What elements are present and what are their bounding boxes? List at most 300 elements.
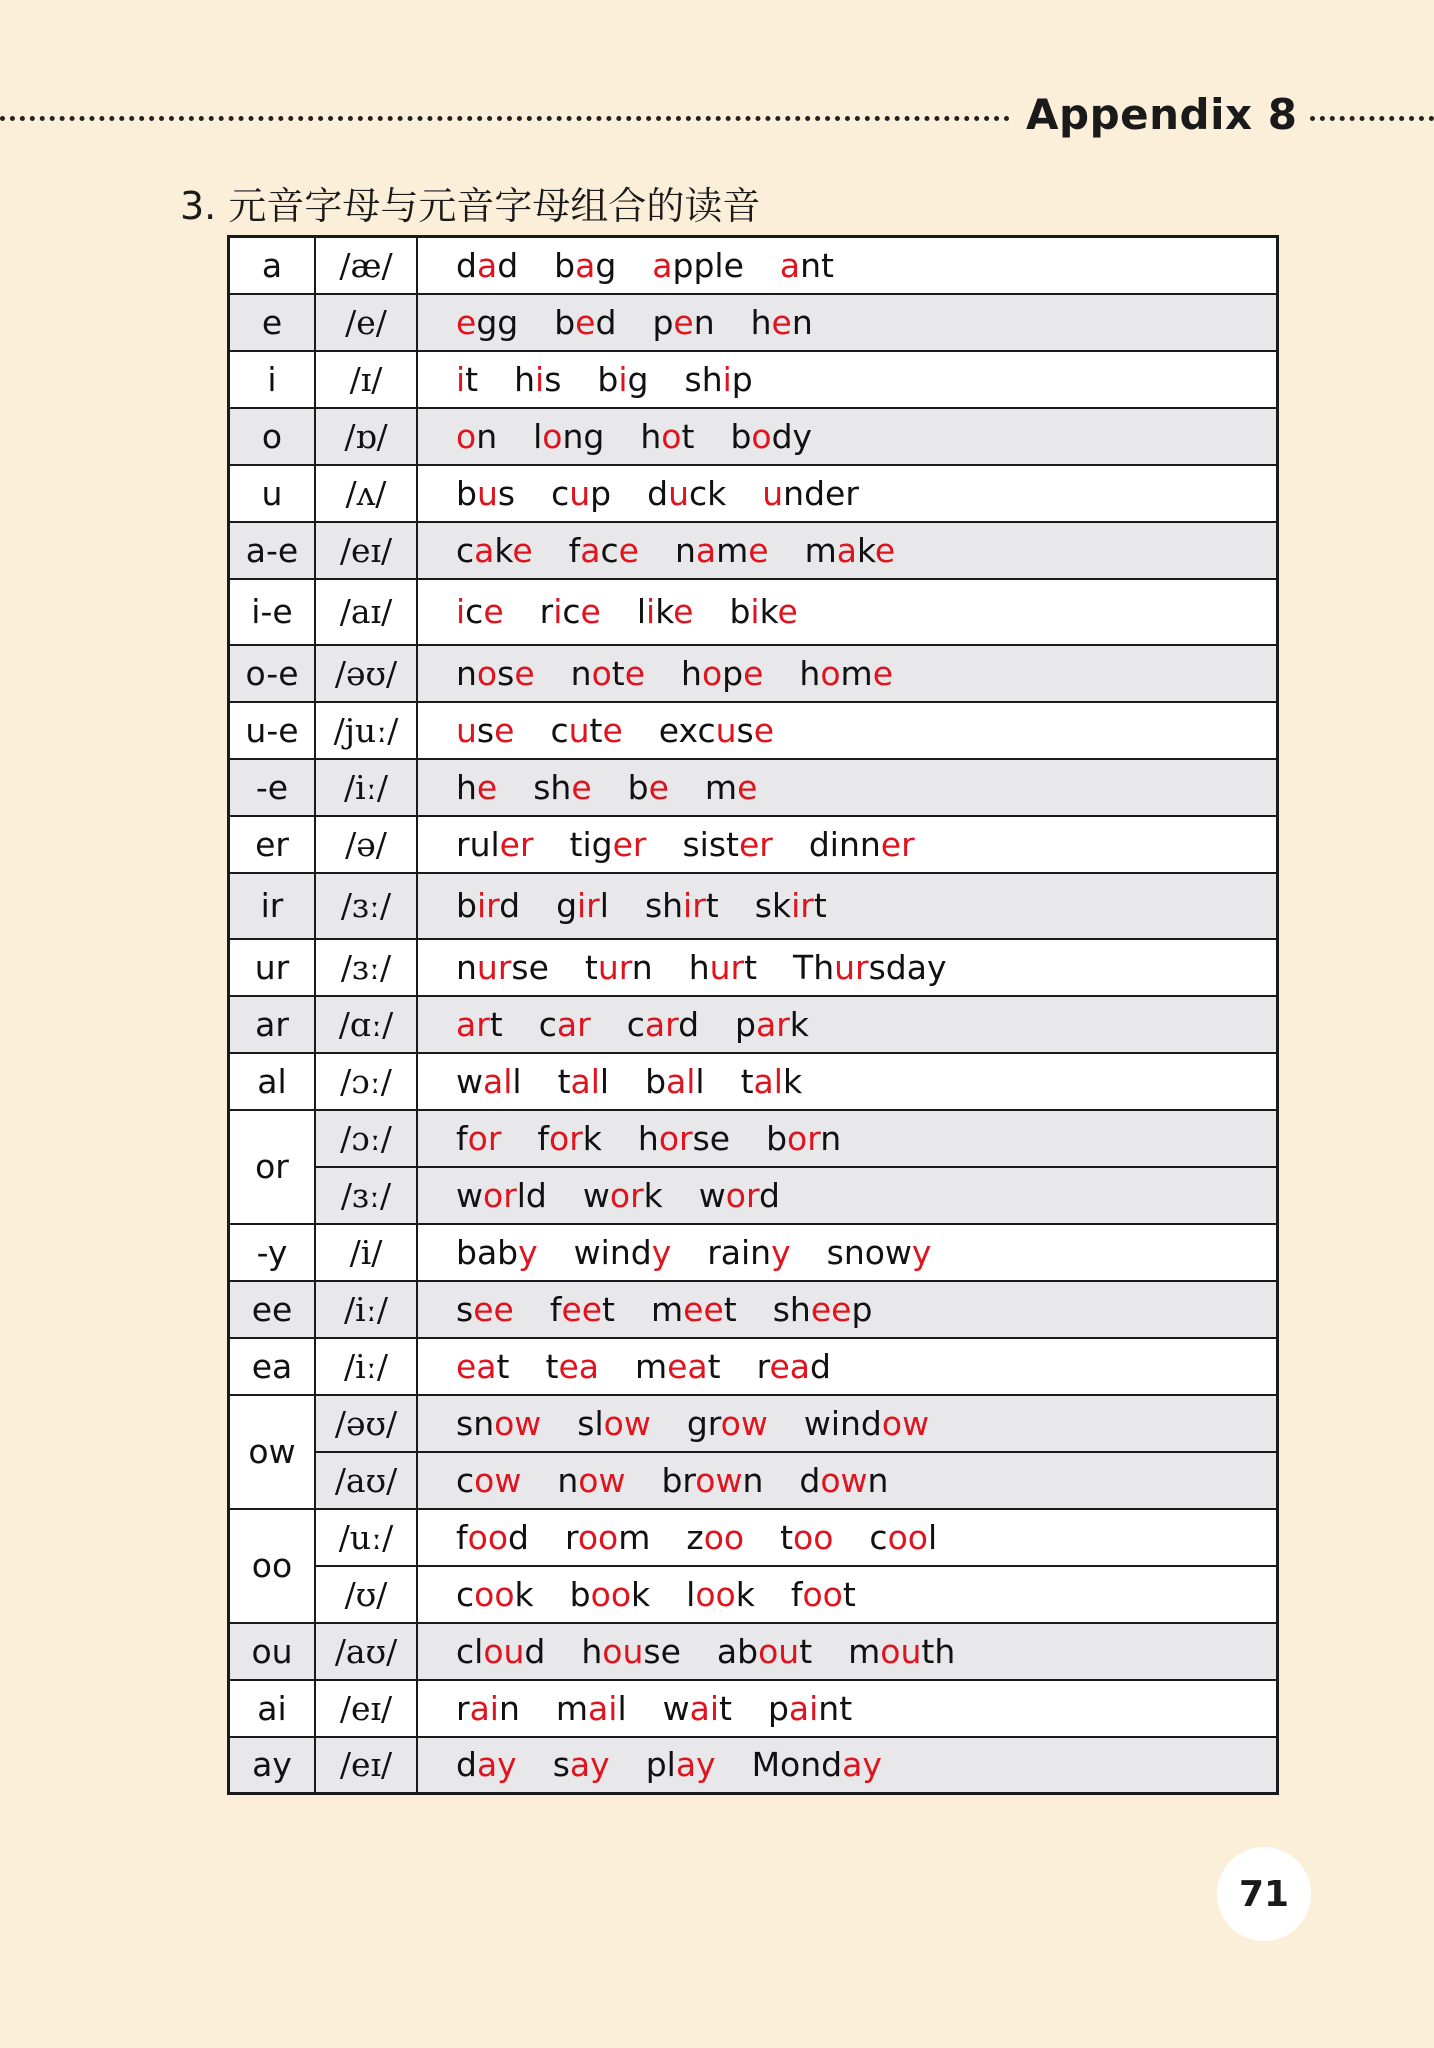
example-word xyxy=(456,1119,501,1158)
example-word xyxy=(456,711,514,750)
word-part: b xyxy=(456,886,477,925)
example-word xyxy=(456,654,535,693)
word-part: sk xyxy=(754,886,792,925)
example-word xyxy=(539,1005,591,1044)
example-word xyxy=(646,1745,716,1784)
highlighted-letters: ow xyxy=(820,1460,868,1500)
example-word xyxy=(640,417,694,456)
highlighted-letters: a xyxy=(580,530,601,570)
highlighted-letters: e xyxy=(648,767,669,807)
table-row xyxy=(229,237,1278,294)
word-part: t xyxy=(780,1517,794,1557)
example-word xyxy=(682,825,772,864)
highlighted-letters: oo xyxy=(590,1574,632,1614)
ipa-symbol: /ɜː/ xyxy=(315,1167,417,1224)
highlighted-letters: y xyxy=(651,1232,672,1272)
vowel-letter: -e xyxy=(229,759,316,816)
ipa-symbol: /juː/ xyxy=(315,702,417,759)
word-part: se xyxy=(643,1631,681,1671)
word-part: nt xyxy=(800,245,834,285)
example-words xyxy=(417,408,1278,465)
word-part: l xyxy=(599,886,609,925)
example-word xyxy=(551,474,611,513)
vowel-letter: or xyxy=(229,1110,316,1224)
example-word xyxy=(456,1347,509,1386)
example-word xyxy=(729,592,797,631)
word-part: d xyxy=(456,1745,477,1785)
word-part: w xyxy=(582,1175,610,1215)
highlighted-letters: e xyxy=(602,710,623,750)
word-part: f xyxy=(456,1118,468,1158)
example-word xyxy=(627,1005,699,1044)
highlighted-letters: u xyxy=(456,710,477,750)
vowel-letter: e xyxy=(229,294,316,351)
word-part: d xyxy=(499,886,521,925)
highlighted-letters: e xyxy=(748,530,769,570)
highlighted-letters: ur xyxy=(834,947,869,987)
highlighted-letters: o xyxy=(820,653,841,693)
word-part: rul xyxy=(456,824,500,864)
word-part: rain xyxy=(707,1232,772,1272)
ipa-symbol: /əʊ/ xyxy=(315,645,417,702)
word-part: c xyxy=(465,592,484,631)
example-word xyxy=(456,531,533,570)
table-row xyxy=(229,1737,1278,1794)
word-part: n xyxy=(867,1460,889,1500)
highlighted-letters: or xyxy=(609,1175,644,1215)
word-part: snow xyxy=(826,1232,912,1272)
word-part: g xyxy=(556,886,578,925)
word-part: s xyxy=(476,710,495,750)
example-words xyxy=(417,1167,1278,1224)
example-word xyxy=(659,711,774,750)
word-part: t xyxy=(557,1061,571,1101)
highlighted-letters: y xyxy=(518,1232,538,1272)
word-part: n xyxy=(557,1460,579,1500)
word-part: b xyxy=(456,473,477,513)
highlighted-letters: ow xyxy=(720,1403,768,1443)
word-part: h xyxy=(581,1631,603,1671)
ipa-symbol: /aʊ/ xyxy=(315,1452,417,1509)
highlighted-letters: ir xyxy=(476,886,500,925)
example-word xyxy=(456,1575,534,1614)
example-words xyxy=(417,351,1278,408)
highlighted-letters: u xyxy=(568,710,590,750)
example-words xyxy=(417,522,1278,579)
example-word xyxy=(752,1745,882,1784)
highlighted-letters: oo xyxy=(887,1517,928,1557)
highlighted-letters: ay xyxy=(842,1745,882,1785)
word-part: th xyxy=(921,1631,956,1671)
highlighted-letters: e xyxy=(580,592,601,631)
table-row xyxy=(229,294,1278,351)
highlighted-letters: ow xyxy=(695,1460,743,1500)
example-word xyxy=(456,1518,529,1557)
highlighted-letters: e xyxy=(743,653,764,693)
ipa-symbol: /iː/ xyxy=(315,759,417,816)
word-part: n xyxy=(476,416,498,456)
example-word xyxy=(799,654,893,693)
example-word xyxy=(553,1745,610,1784)
word-part: b xyxy=(554,302,576,342)
example-word xyxy=(793,948,946,987)
example-word xyxy=(577,1404,651,1443)
word-part: k xyxy=(789,1004,809,1044)
ipa-symbol: /ɑː/ xyxy=(315,996,417,1053)
word-part: f xyxy=(456,1517,468,1557)
example-word xyxy=(569,531,639,570)
vowel-letter: u-e xyxy=(229,702,316,759)
highlighted-letters: ou xyxy=(602,1631,644,1671)
word-part: Mond xyxy=(751,1745,843,1785)
word-part: t xyxy=(602,1289,615,1329)
example-word xyxy=(762,474,859,513)
word-part: s xyxy=(456,1289,474,1329)
word-part: c xyxy=(550,710,569,750)
example-word xyxy=(773,1290,873,1329)
highlighted-letters: ea xyxy=(558,1346,599,1386)
word-part: m xyxy=(840,653,873,693)
word-part: d xyxy=(678,1004,700,1044)
example-word xyxy=(456,886,520,925)
example-word xyxy=(645,1062,705,1101)
highlighted-letters: y xyxy=(771,1232,791,1272)
highlighted-letters: a xyxy=(575,245,596,285)
example-word xyxy=(768,1689,852,1728)
ipa-symbol: /eɪ/ xyxy=(315,1680,417,1737)
highlighted-letters: ow xyxy=(494,1403,542,1443)
example-word xyxy=(556,886,609,925)
highlighted-letters: a xyxy=(476,245,498,285)
example-words xyxy=(417,873,1278,939)
dotted-rule-left xyxy=(0,116,1010,121)
highlighted-letters: or xyxy=(467,1118,502,1158)
word-part: p xyxy=(767,1688,789,1728)
table-row xyxy=(229,1680,1278,1737)
example-word xyxy=(533,417,604,456)
word-part: sn xyxy=(456,1403,495,1443)
highlighted-letters: u xyxy=(668,473,689,513)
table-row xyxy=(229,1053,1278,1110)
highlighted-letters: ai xyxy=(469,1688,499,1728)
word-part: k xyxy=(582,1118,602,1158)
section-number: 3. xyxy=(180,184,217,228)
example-word xyxy=(456,592,504,631)
vowel-letter: i-e xyxy=(229,579,316,645)
highlighted-letters: e xyxy=(456,302,477,342)
highlighted-letters: e xyxy=(872,653,894,693)
vowel-letter: er xyxy=(229,816,316,873)
appendix-title: Appendix 8 xyxy=(1026,90,1298,139)
word-part: t xyxy=(489,1004,503,1044)
ipa-symbol: /aɪ/ xyxy=(315,579,417,645)
ipa-symbol: /æ/ xyxy=(315,237,417,294)
word-part: f xyxy=(568,530,581,570)
example-word xyxy=(735,1005,809,1044)
word-part: m xyxy=(651,1289,684,1329)
word-part: k xyxy=(631,1574,651,1614)
example-words xyxy=(417,1110,1278,1167)
word-part: p xyxy=(722,653,744,693)
word-part: n xyxy=(674,530,696,570)
example-words xyxy=(417,1623,1278,1680)
example-word xyxy=(545,1347,598,1386)
word-part: sday xyxy=(868,947,947,987)
highlighted-letters: ar xyxy=(456,1004,490,1044)
word-part: b xyxy=(554,245,576,285)
vowel-letter: ou xyxy=(229,1623,316,1680)
word-part: h xyxy=(688,947,710,987)
example-words xyxy=(417,1281,1278,1338)
highlighted-letters: ur xyxy=(597,947,632,987)
word-part: m xyxy=(716,530,749,570)
example-words xyxy=(417,816,1278,873)
highlighted-letters: er xyxy=(499,824,534,864)
word-part: k xyxy=(782,1061,803,1101)
example-word xyxy=(699,1176,780,1215)
word-part: c xyxy=(456,530,475,570)
highlighted-letters: a xyxy=(695,530,717,570)
highlighted-letters: ar xyxy=(556,1004,591,1044)
example-words xyxy=(417,1338,1278,1395)
highlighted-letters: e xyxy=(571,767,592,807)
example-word xyxy=(537,1119,602,1158)
vowel-letter: u xyxy=(229,465,316,522)
highlighted-letters: i xyxy=(646,592,656,631)
word-part: p xyxy=(731,359,753,399)
section-title-text: 元音字母与元音字母组合的读音 xyxy=(228,184,761,228)
table-row xyxy=(229,351,1278,408)
highlighted-letters: or xyxy=(787,1118,821,1158)
word-part: l xyxy=(636,592,647,631)
example-words xyxy=(417,1680,1278,1737)
highlighted-letters: oo xyxy=(793,1517,834,1557)
ipa-symbol: /iː/ xyxy=(315,1338,417,1395)
word-part: n xyxy=(791,302,813,342)
example-word xyxy=(585,948,653,987)
word-part: s xyxy=(497,653,515,693)
example-words xyxy=(417,702,1278,759)
highlighted-letters: e xyxy=(483,592,504,631)
word-part: s xyxy=(736,710,754,750)
word-part: r xyxy=(456,1688,470,1728)
example-word xyxy=(751,303,813,342)
highlighted-letters: e xyxy=(624,653,646,693)
highlighted-letters: ai xyxy=(788,1688,819,1728)
example-word xyxy=(550,711,622,750)
highlighted-letters: ir xyxy=(791,886,814,925)
example-word xyxy=(550,1290,615,1329)
page-header xyxy=(0,90,1434,146)
word-part: h xyxy=(456,767,477,807)
word-part: n xyxy=(456,947,477,987)
highlighted-letters: u xyxy=(762,473,784,513)
highlighted-letters: i xyxy=(553,592,563,631)
word-part: h xyxy=(640,416,662,456)
example-word xyxy=(581,1632,681,1671)
word-part: d xyxy=(508,1517,529,1557)
word-part: n xyxy=(456,653,477,693)
word-part: wind xyxy=(803,1403,882,1443)
word-part: t xyxy=(589,710,603,750)
word-part: gg xyxy=(476,302,519,342)
word-part: m xyxy=(634,1346,668,1386)
word-part: ld xyxy=(516,1175,547,1215)
vowel-letter: ay xyxy=(229,1737,316,1794)
word-part: l xyxy=(533,416,543,456)
highlighted-letters: e xyxy=(737,767,758,807)
word-part: k xyxy=(655,592,674,631)
highlighted-letters: ai xyxy=(588,1688,618,1728)
ipa-symbol: /ɒ/ xyxy=(315,408,417,465)
word-part: f xyxy=(790,1574,803,1614)
word-part: h xyxy=(514,359,536,399)
highlighted-letters: i xyxy=(456,359,466,399)
highlighted-letters: ir xyxy=(577,886,600,925)
example-word xyxy=(681,654,763,693)
vowel-letter: ea xyxy=(229,1338,316,1395)
highlighted-letters: e xyxy=(514,653,535,693)
word-part: nder xyxy=(783,473,859,513)
word-part: b xyxy=(730,416,752,456)
example-words xyxy=(417,645,1278,702)
highlighted-letters: i xyxy=(535,359,545,399)
word-part: c xyxy=(456,1460,475,1500)
highlighted-letters: ea xyxy=(769,1346,810,1386)
highlighted-letters: a xyxy=(836,530,857,570)
word-part: h xyxy=(799,653,821,693)
page-number: 71 xyxy=(1217,1847,1311,1941)
highlighted-letters: u xyxy=(569,473,591,513)
word-part: k xyxy=(643,1175,663,1215)
vowel-letter: ur xyxy=(229,939,316,996)
example-word xyxy=(570,825,647,864)
highlighted-letters: e xyxy=(777,592,798,631)
highlighted-letters: er xyxy=(880,824,915,864)
word-part: w xyxy=(698,1175,726,1215)
word-part: se xyxy=(692,1118,731,1158)
highlighted-letters: e xyxy=(512,530,533,570)
example-word xyxy=(571,654,645,693)
ipa-symbol: /ɜː/ xyxy=(315,873,417,939)
highlighted-letters: e xyxy=(494,710,515,750)
word-part: pple xyxy=(672,245,744,285)
word-part: m xyxy=(704,767,738,807)
word-part: t xyxy=(681,416,695,456)
word-part: p xyxy=(590,473,612,513)
word-part: wind xyxy=(573,1232,652,1272)
word-part: n xyxy=(693,302,715,342)
highlighted-letters: er xyxy=(738,824,773,864)
example-word xyxy=(554,246,616,285)
highlighted-letters: a xyxy=(652,245,673,285)
example-words xyxy=(417,465,1278,522)
table-row xyxy=(229,873,1278,939)
table-row xyxy=(229,702,1278,759)
highlighted-letters: ir xyxy=(683,886,706,925)
highlighted-letters: or xyxy=(658,1118,693,1158)
vowel-letter: o xyxy=(229,408,316,465)
highlighted-letters: ow xyxy=(603,1403,651,1443)
highlighted-letters: e xyxy=(753,710,775,750)
highlighted-letters: ow xyxy=(474,1460,522,1500)
table-row xyxy=(229,1623,1278,1680)
word-part: h xyxy=(681,653,702,693)
table-row xyxy=(229,1452,1278,1509)
word-part: exc xyxy=(658,710,716,750)
word-part: t xyxy=(842,1574,856,1614)
example-word xyxy=(689,948,757,987)
word-part: t xyxy=(496,1346,510,1386)
highlighted-letters: al xyxy=(666,1061,696,1101)
word-part: r xyxy=(564,1517,578,1557)
highlighted-letters: o xyxy=(661,416,682,456)
example-word xyxy=(628,768,669,807)
ipa-symbol: /e/ xyxy=(315,294,417,351)
highlighted-letters: o xyxy=(751,416,772,456)
table-row xyxy=(229,522,1278,579)
word-part: f xyxy=(549,1289,562,1329)
section-heading xyxy=(180,175,760,230)
example-word xyxy=(456,246,518,285)
highlighted-letters: ee xyxy=(473,1289,514,1329)
example-words xyxy=(417,294,1278,351)
word-part: p xyxy=(735,1004,756,1044)
example-word xyxy=(574,1233,672,1272)
vowel-letter: ar xyxy=(229,996,316,1053)
example-word xyxy=(583,1176,663,1215)
example-word xyxy=(848,1632,955,1671)
highlighted-letters: o xyxy=(542,416,563,456)
word-part: sh xyxy=(684,359,723,399)
word-part: c xyxy=(562,592,581,631)
ipa-symbol: /ə/ xyxy=(315,816,417,873)
example-word xyxy=(686,1575,755,1614)
example-word xyxy=(456,1176,547,1215)
example-word xyxy=(757,1347,831,1386)
example-word xyxy=(557,1461,625,1500)
word-part: l xyxy=(599,1061,610,1101)
example-word xyxy=(533,768,591,807)
word-part: l xyxy=(927,1517,938,1557)
word-part: d xyxy=(497,245,519,285)
highlighted-letters: ur xyxy=(709,947,745,987)
highlighted-letters: e xyxy=(673,592,694,631)
word-part: g xyxy=(595,245,617,285)
highlighted-letters: or xyxy=(725,1175,759,1215)
word-part: n xyxy=(570,653,592,693)
example-word xyxy=(707,1233,790,1272)
highlighted-letters: oo xyxy=(703,1517,745,1557)
example-word xyxy=(686,1518,744,1557)
phonics-table xyxy=(227,235,1279,1795)
example-words xyxy=(417,1224,1278,1281)
word-part: Th xyxy=(793,947,835,987)
word-part: f xyxy=(537,1118,550,1158)
highlighted-letters: oo xyxy=(474,1574,515,1614)
example-word xyxy=(730,417,812,456)
word-part: w xyxy=(456,1061,483,1101)
ipa-symbol: /ɪ/ xyxy=(315,351,417,408)
highlighted-letters: ou xyxy=(483,1631,525,1671)
word-part: d xyxy=(809,1346,831,1386)
highlighted-letters: ee xyxy=(561,1289,603,1329)
word-part: t xyxy=(813,886,827,925)
highlighted-letters: ar xyxy=(644,1004,679,1044)
vowel-letter: -y xyxy=(229,1224,316,1281)
example-word xyxy=(456,1290,514,1329)
vowel-letter: ir xyxy=(229,873,316,939)
